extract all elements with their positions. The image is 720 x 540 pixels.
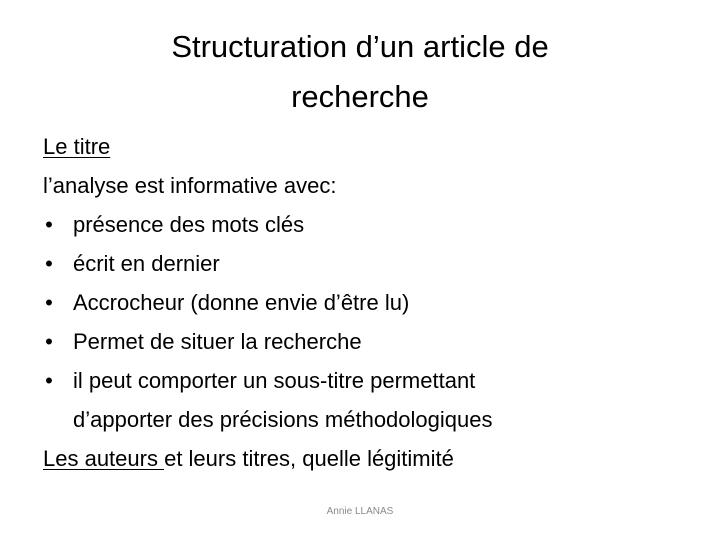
bullet-text: écrit en dernier	[73, 251, 220, 276]
bullet-text: présence des mots clés	[73, 212, 305, 237]
footer-author: Annie LLANAS	[326, 506, 394, 517]
bullet-icon: •	[45, 329, 53, 354]
slide-title-line-2: recherche	[291, 79, 429, 114]
list-item	[43, 361, 693, 439]
bullet-list	[43, 205, 693, 439]
title-heading-text: Le titre	[43, 134, 111, 159]
slide-title-line-1: Structuration d’un article de	[171, 29, 549, 64]
section-authors	[43, 439, 693, 478]
bullet-icon: •	[45, 212, 53, 237]
bullet-icon: •	[45, 368, 53, 393]
bullet-text: il peut comporter un sous-titre permettant	[73, 368, 476, 393]
intro-text: l’analyse est informative avec:	[43, 173, 337, 198]
list-item	[43, 205, 693, 244]
bullet-text: Accrocheur (donne envie d’être lu)	[73, 290, 410, 315]
authors-rest-text: et leurs titres, quelle légitimité	[164, 446, 454, 471]
bullet-text: Permet de situer la recherche	[73, 329, 362, 354]
slide-title	[60, 22, 660, 122]
list-item	[43, 283, 693, 322]
slide-body	[43, 127, 693, 478]
authors-heading-text: Les auteurs	[43, 446, 165, 471]
list-item	[43, 244, 693, 283]
list-item	[43, 322, 693, 361]
bullet-text-continuation: d’apporter des précisions méthodologiques	[73, 407, 493, 432]
section-title-heading	[43, 127, 693, 166]
bullet-icon: •	[45, 251, 53, 276]
bullet-icon: •	[45, 290, 53, 315]
